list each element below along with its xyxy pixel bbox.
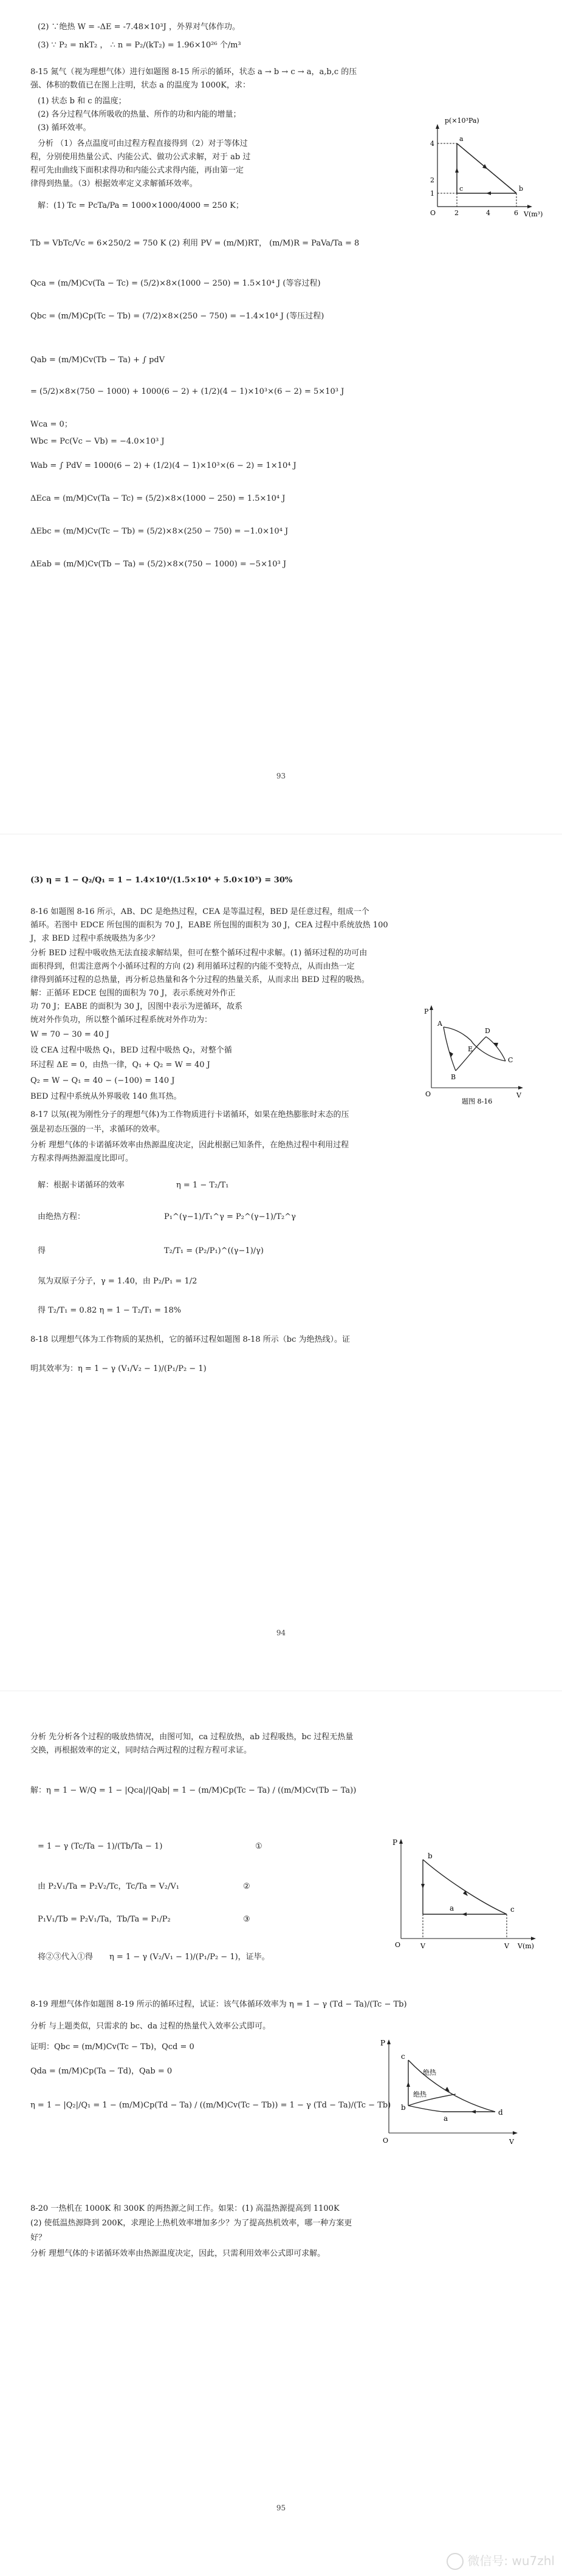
tick-label: V <box>504 1942 509 1950</box>
tick-label: 4 <box>430 140 434 148</box>
formula: 明其效率为：η = 1 − γ (V₁/V₂ − 1)/(P₁/P₂ − 1) <box>30 1364 207 1373</box>
formula: (3) η = 1 − Q₂/Q₁ = 1 − 1.4×10⁴/(1.5×10⁴ + 5.0×10³) = 30% <box>30 876 293 885</box>
page-93 <box>0 0 562 808</box>
text-line: (1) 状态 b 和 c 的温度； <box>38 97 126 106</box>
point-label: b <box>519 185 524 193</box>
formula: ΔEab = (m/M)Cv(Tb − Ta) = (5/2)×8×(750 − 1000) = −5×10³ J <box>30 560 287 569</box>
formula: Wbc = Pc(Vc − Vb) = −4.0×10³ J <box>30 437 165 446</box>
text-line: 解：正循环 EDCE 包围的面积为 70 J，表示系统对外作正 <box>30 989 236 998</box>
tick-label: 4 <box>486 209 490 217</box>
formula: Tb = VbTc/Vc = 6×250/2 = 750 K (2) 利用 PV = (m/M)RT， (m/M)R = PaVa/Ta = 8 <box>30 239 360 248</box>
text-line: 程，分别使用热量公式、内能公式、做功公式求解，对于 ab 过 <box>30 153 251 162</box>
text-line: 律得到热量。（3）根据效率定义求解循环效率。 <box>30 179 197 188</box>
axis-label: V <box>509 2138 514 2146</box>
axis-label-p: p(×10³Pa) <box>445 117 479 125</box>
text-line: (2) 使低温热源降到 200K，求理论上热机效率增加多少？为了提高热机效率，哪一种方案更 <box>30 2219 352 2228</box>
page-number: 93 <box>276 772 286 780</box>
curve-label: 绝热 <box>423 2069 436 2076</box>
formula: ΔEbc = (m/M)Cv(Tc − Tb) = (5/2)×8×(250 − 750) = −1.0×10⁴ J <box>30 527 289 536</box>
formula: η = 1 − |Q₂|/Q₁ = 1 − (m/M)Cp(Td − Ta) / ((m/M)Cv(Tc − Tb)) = 1 − γ (Td − Ta)/(Tc − Tb) <box>30 2101 391 2110</box>
axis-label: P <box>392 1838 398 1847</box>
analysis: 分析 BED 过程中吸收热无法直接求解结果，但可在整个循环过程中求解。(1) 循环过程的功可由 <box>30 949 368 958</box>
text-line: 将②③代入①得 <box>38 1953 94 1962</box>
text-line: 氖为双原子分子，γ = 1.40，由 P₂/P₁ = 1/2 <box>38 1277 197 1286</box>
text-line: J，求 BED 过程中系统吸热为多少？ <box>30 934 159 943</box>
point-label: A <box>437 1020 442 1028</box>
curve-label: 绝热 <box>413 2090 427 2098</box>
formula: P₁V₁/Tb = P₂V₁/Ta，Tb/Ta = P₁/P₂ <box>38 1915 171 1924</box>
text-line: 统对外作负功，所以整个循环过程系统对外作功为： <box>30 1015 213 1025</box>
formula: Qbc = (m/M)Cp(Tc − Tb) = (7/2)×8×(250 − 750) = −1.4×10⁴ J (等压过程) <box>30 312 324 321</box>
text-line: 功 70 J；EABE 的面积为 30 J，因图中表示为逆循环，故系 <box>30 1002 243 1011</box>
text-line: 强、体积的数值已在图上注明，状态 a 的温度为 1000K，求： <box>30 81 250 90</box>
text-line: 方程求得两热源温度比即可。 <box>30 1154 134 1163</box>
text-line: 得 <box>38 1246 46 1255</box>
tick-label: O <box>430 209 436 217</box>
text-line: 解：根据卡诺循环的效率 <box>38 1181 125 1190</box>
axis-label: V(m) <box>518 1942 534 1950</box>
axis-label: O <box>395 1941 401 1949</box>
axis-label: P <box>380 2039 386 2047</box>
formula: W = 70 − 30 = 40 J <box>30 1030 109 1039</box>
problem-8-20: 8-20 一热机在 1000K 和 300K 的两热源之间工作。如果：(1) 高温热源提高到 1100K <box>30 2204 340 2213</box>
formula: 解：(1) Tc = PcTa/Pa = 1000×1000/4000 = 250 K； <box>38 201 244 210</box>
page-95 <box>0 1714 562 2576</box>
text-line: 好？ <box>30 2233 47 2242</box>
analysis: 分析 与上题类似，只需求的 bc、da 过程的热量代入效率公式即可。 <box>30 2022 271 2031</box>
point-label: E <box>468 1045 473 1053</box>
text-line: (3) 循环效率。 <box>38 123 91 132</box>
text-line: 程可先由曲线下面积求得功和内能公式求得内能，再由第一定 <box>30 166 244 175</box>
formula: P₁^(γ−1)/T₁^γ = P₂^(γ−1)/T₂^γ <box>164 1212 296 1221</box>
text-line: BED 过程中系统从外界吸收 140 焦耳热。 <box>30 1092 182 1101</box>
text-line: (3) ∵ P₂ = nkT₂ ， ∴ n = P₂/(kT₂) = 1.96×10²⁶ 个/m³ <box>38 41 241 50</box>
analysis: 分析 理想气体的卡诺循环效率由热源温度决定，因此根据已知条件，在绝热过程中利用过程 <box>30 1141 349 1150</box>
analysis: 分析 （1）各点温度可由过程方程直接得到（2）对于等体过 <box>38 139 248 148</box>
point-label: c <box>510 1905 515 1914</box>
problem-8-17: 8-17 以氖(视为刚性分子的理想气体)为工作物质进行卡诺循环，如果在绝热膨胀时末态的压 <box>30 1110 349 1119</box>
equation-number: ② <box>243 1882 250 1891</box>
tick-label: V <box>420 1942 425 1950</box>
axis-label-v: V(m³) <box>524 210 543 218</box>
problem-8-16: 8-16 如题图 8-16 所示，AB、DC 是绝热过程，CEA 是等温过程，BED 是任意过程，组成一个 <box>30 907 369 916</box>
tick-label: 2 <box>430 176 434 184</box>
wechat-icon <box>447 2553 464 2570</box>
formula: 证明：Qbc = (m/M)Cv(Tc − Tb)，Qcd = 0 <box>30 2042 194 2052</box>
formula: Q₂ = W − Q₁ = 40 − (−100) = 140 J <box>30 1076 175 1085</box>
formula: = (5/2)×8×(750 − 1000) + 1000(6 − 2) + (1/2)(4 − 1)×10³×(6 − 2) = 5×10³ J <box>30 387 344 396</box>
page-number: 95 <box>276 2504 286 2512</box>
text-line: 由绝热方程： <box>38 1212 86 1221</box>
text-line: 强是初态压强的一半，求循环的效率。 <box>30 1125 165 1134</box>
equation-number: ① <box>255 1842 262 1851</box>
text-line: (2) 各分过程气体所吸收的热量、所作的功和内能的增量； <box>38 110 241 119</box>
figure-8-16 <box>419 1003 529 1106</box>
page-94 <box>0 857 562 1665</box>
text-line: 循环。若图中 EDCE 所包围的面积为 70 J，EABE 所包围的面积为 30 J，CEA 过程中系统放热 100 <box>30 921 388 930</box>
figure-8-19 <box>365 2036 523 2151</box>
text-line: 设 CEA 过程中吸热 Q₁，BED 过程中吸热 Q₂，对整个循 <box>30 1046 232 1055</box>
tick-label: 2 <box>454 209 459 217</box>
axis-label: O <box>383 2137 389 2145</box>
point-label: a <box>444 2114 448 2123</box>
point-label: B <box>451 1073 456 1081</box>
formula: 解：η = 1 − W/Q = 1 − |Qca|/|Qab| = 1 − (m/M)Cp(Tc − Ta) / ((m/M)Cv(Tb − Ta)) <box>30 1786 357 1795</box>
point-label: c <box>401 2052 405 2061</box>
axis-label: O <box>425 1090 431 1098</box>
point-label: a <box>450 1904 454 1912</box>
point-label: c <box>459 185 464 193</box>
point-label: D <box>485 1027 490 1035</box>
point-label: d <box>498 2108 503 2117</box>
axis-label: V <box>516 1091 521 1099</box>
formula: 由 P₂V₁/Ta = P₂V₂/Tc，Tc/Ta = V₂/V₁ <box>38 1882 179 1891</box>
point-label: b <box>401 2103 406 2112</box>
point-label: a <box>459 135 464 143</box>
tick-label: 6 <box>514 209 518 217</box>
problem-8-18: 8-18 以理想气体为工作物质的某热机，它的循环过程如题图 8-18 所示（bc 为绝热线）。证 <box>30 1335 351 1344</box>
point-label: b <box>428 1852 433 1860</box>
equation-number: ③ <box>243 1915 250 1924</box>
formula: Qda = (m/M)Cp(Ta − Td)，Qab = 0 <box>30 2067 173 2076</box>
figure-caption: 题图 8-16 <box>462 1097 493 1105</box>
page-number: 94 <box>276 1629 286 1637</box>
formula: 环过程 ΔE = 0，由热一律，Q₁ + Q₂ = W = 40 J <box>30 1060 210 1070</box>
formula: T₂/T₁ = (P₂/P₁)^((γ−1)/γ) <box>164 1246 264 1255</box>
axis-label: P <box>424 1008 429 1015</box>
tick-label: 1 <box>430 190 434 197</box>
formula: Qab = (m/M)Cv(Tb − Ta) + ∫ pdV <box>30 355 165 365</box>
formula: = 1 − γ (Tc/Ta − 1)/(Tb/Ta − 1) <box>38 1842 163 1851</box>
problem-8-19: 8-19 理想气体作如题图 8-19 所示的循环过程，试证：该气体循环效率为 η = 1 − γ (Td − Ta)/(Tc − Tb) <box>30 2000 407 2009</box>
text-line: 律得到循环过程的总热量，再分析总热量和各个分过程的热量关系，从而求出 BED 过程的吸热。 <box>30 975 369 984</box>
formula: Wca = 0； <box>30 420 72 429</box>
formula: η = 1 − γ (V₂/V₁ − 1)/(P₁/P₂ − 1)，证毕。 <box>109 1953 270 1962</box>
text-line: 面积得到，但需注意两个小循环过程的方向 (2) 利用循环过程的内能不变特点，从而由热一定 <box>30 962 355 971</box>
formula: ΔEca = (m/M)Cv(Ta − Tc) = (5/2)×8×(1000 − 250) = 1.5×10⁴ J <box>30 494 286 503</box>
formula: 得 T₂/T₁ = 0.82 η = 1 − T₂/T₁ = 18% <box>38 1306 182 1315</box>
watermark <box>447 2551 555 2571</box>
analysis: 分析 理想气体的卡诺循环效率由热源温度决定，因此，只需利用效率公式即可求解。 <box>30 2249 326 2258</box>
formula: Qca = (m/M)Cv(Ta − Tc) = (5/2)×8×(1000 − 250) = 1.5×10⁴ J (等容过程) <box>30 279 321 288</box>
figure-8-15 <box>419 115 541 225</box>
text-line: (2) ∵绝热 W = -ΔE = -7.48×10³J ，外界对气体作功。 <box>38 22 240 32</box>
figure-8-18 <box>377 1835 541 1957</box>
problem-8-15: 8-15 氮气（视为理想气体）进行如题图 8-15 所示的循环，状态 a → b → c → a，a,b,c 的压 <box>30 67 357 77</box>
analysis: 分析 先分析各个过程的吸放热情况，由图可知，ca 过程放热，ab 过程吸热，bc 过程无热量 <box>30 1733 354 1742</box>
formula: Wab = ∫ PdV = 1000(6 − 2) + (1/2)(4 − 1)×10³×(6 − 2) = 1×10⁴ J <box>30 461 296 470</box>
formula: η = 1 − T₂/T₁ <box>176 1181 229 1190</box>
point-label: C <box>508 1056 513 1064</box>
watermark-text: 微信号: wu7zhl <box>467 2553 555 2568</box>
text-line: 交换，再根据效率的定义，同时结合两过程的过程方程可求证。 <box>30 1746 252 1755</box>
